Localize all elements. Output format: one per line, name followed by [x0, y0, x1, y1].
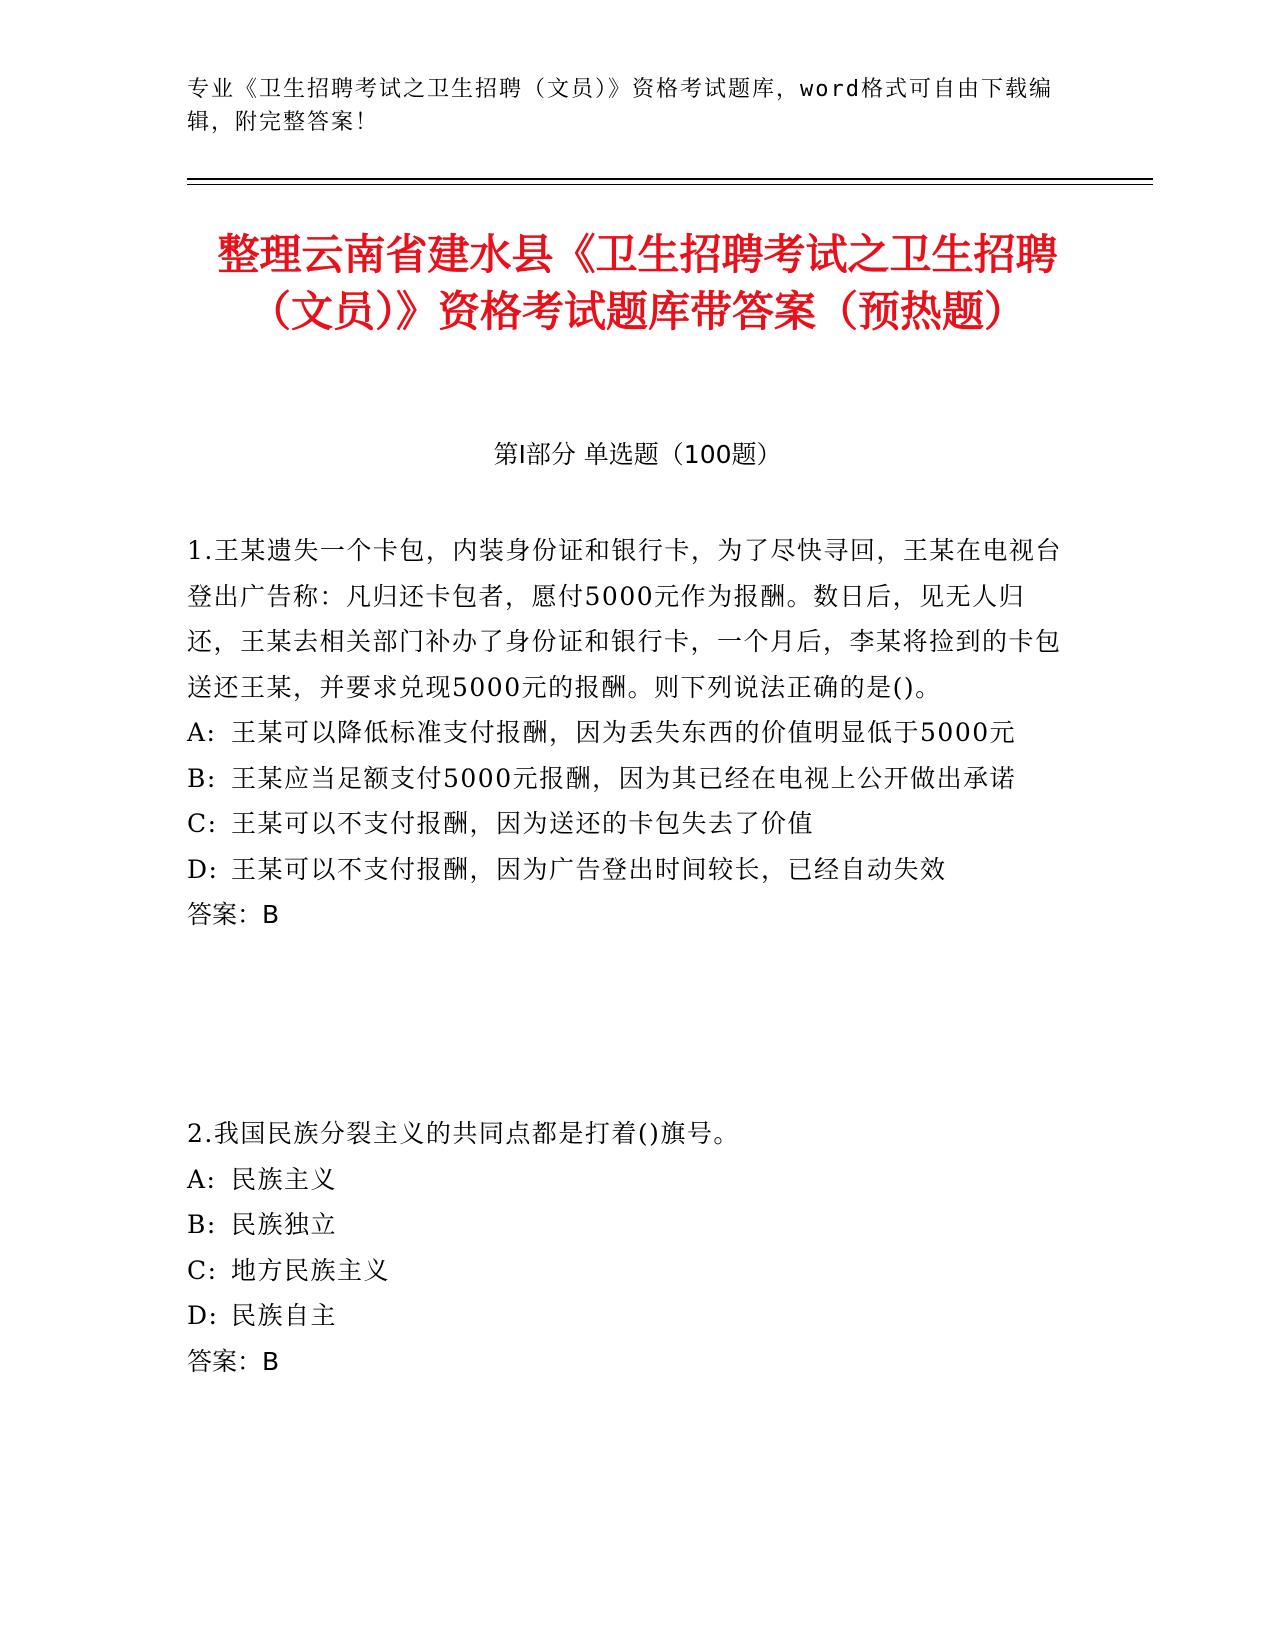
option-letter: D: [187, 854, 219, 884]
option-letter: B: [187, 1210, 217, 1239]
option-d [187, 847, 1067, 893]
question-1 [187, 528, 1067, 938]
option-text: 民族主义 [231, 1164, 338, 1194]
option-text: 王某应当足额支付5000元报酬，因为其已经在电视上公开做出承诺 [231, 763, 1017, 793]
option-text: 民族自主 [231, 1301, 338, 1330]
document-title: 整理云南省建水县《卫生招聘考试之卫生招聘（文员）》资格考试题库带答案（预热题） [217, 230, 1058, 336]
option-a [187, 1157, 1067, 1203]
option-letter: B: [187, 763, 217, 793]
answer-line: 答案：B [187, 1346, 280, 1376]
option-text: 地方民族主义 [231, 1255, 391, 1285]
option-letter: A: [187, 718, 217, 747]
option-letter: A: [187, 1164, 217, 1194]
option-letter: D: [187, 1301, 219, 1330]
option-letter: C: [187, 1255, 218, 1285]
option-c [187, 801, 1067, 847]
answer-line: 答案：B [187, 900, 280, 929]
option-b [187, 1202, 1067, 1248]
option-letter: C: [187, 809, 218, 838]
option-text: 王某可以不支付报酬，因为送还的卡包失去了价值 [231, 809, 815, 838]
question-stem: 2.我国民族分裂主义的共同点都是打着()旗号。 [187, 1119, 740, 1148]
option-text: 王某可以不支付报酬，因为广告登出时间较长，已经自动失效 [231, 854, 947, 884]
header-divider-thick [187, 178, 1153, 180]
header-divider-thin [187, 184, 1153, 185]
header-note: 专业《卫生招聘考试之卫生招聘（文员）》资格考试题库，word格式可自由下载编辑，附完整答案！ [187, 77, 1053, 135]
option-c [187, 1248, 1067, 1294]
question-stem: 1.王某遗失一个卡包，内装身份证和银行卡，为了尽快寻回，王某在电视台登出广告称：凡归还卡包者，愿付5000元作为报酬。数日后，见无人归还，王某去相关部门补办了身份证和银行卡，一个月后，李某将捡到的卡包送还王某，并要求兑现5000元的报酬。则下列说法正确的是()。 [187, 536, 1062, 702]
option-text: 王某可以降低标准支付报酬，因为丢失东西的价值明显低于5000元 [231, 718, 1017, 747]
question-2 [187, 1111, 1067, 1384]
option-b [187, 756, 1067, 802]
option-a [187, 710, 1067, 756]
option-d [187, 1293, 1067, 1339]
section-heading: 第Ⅰ部分 单选题（100题） [493, 440, 782, 469]
option-text: 民族独立 [231, 1210, 338, 1239]
